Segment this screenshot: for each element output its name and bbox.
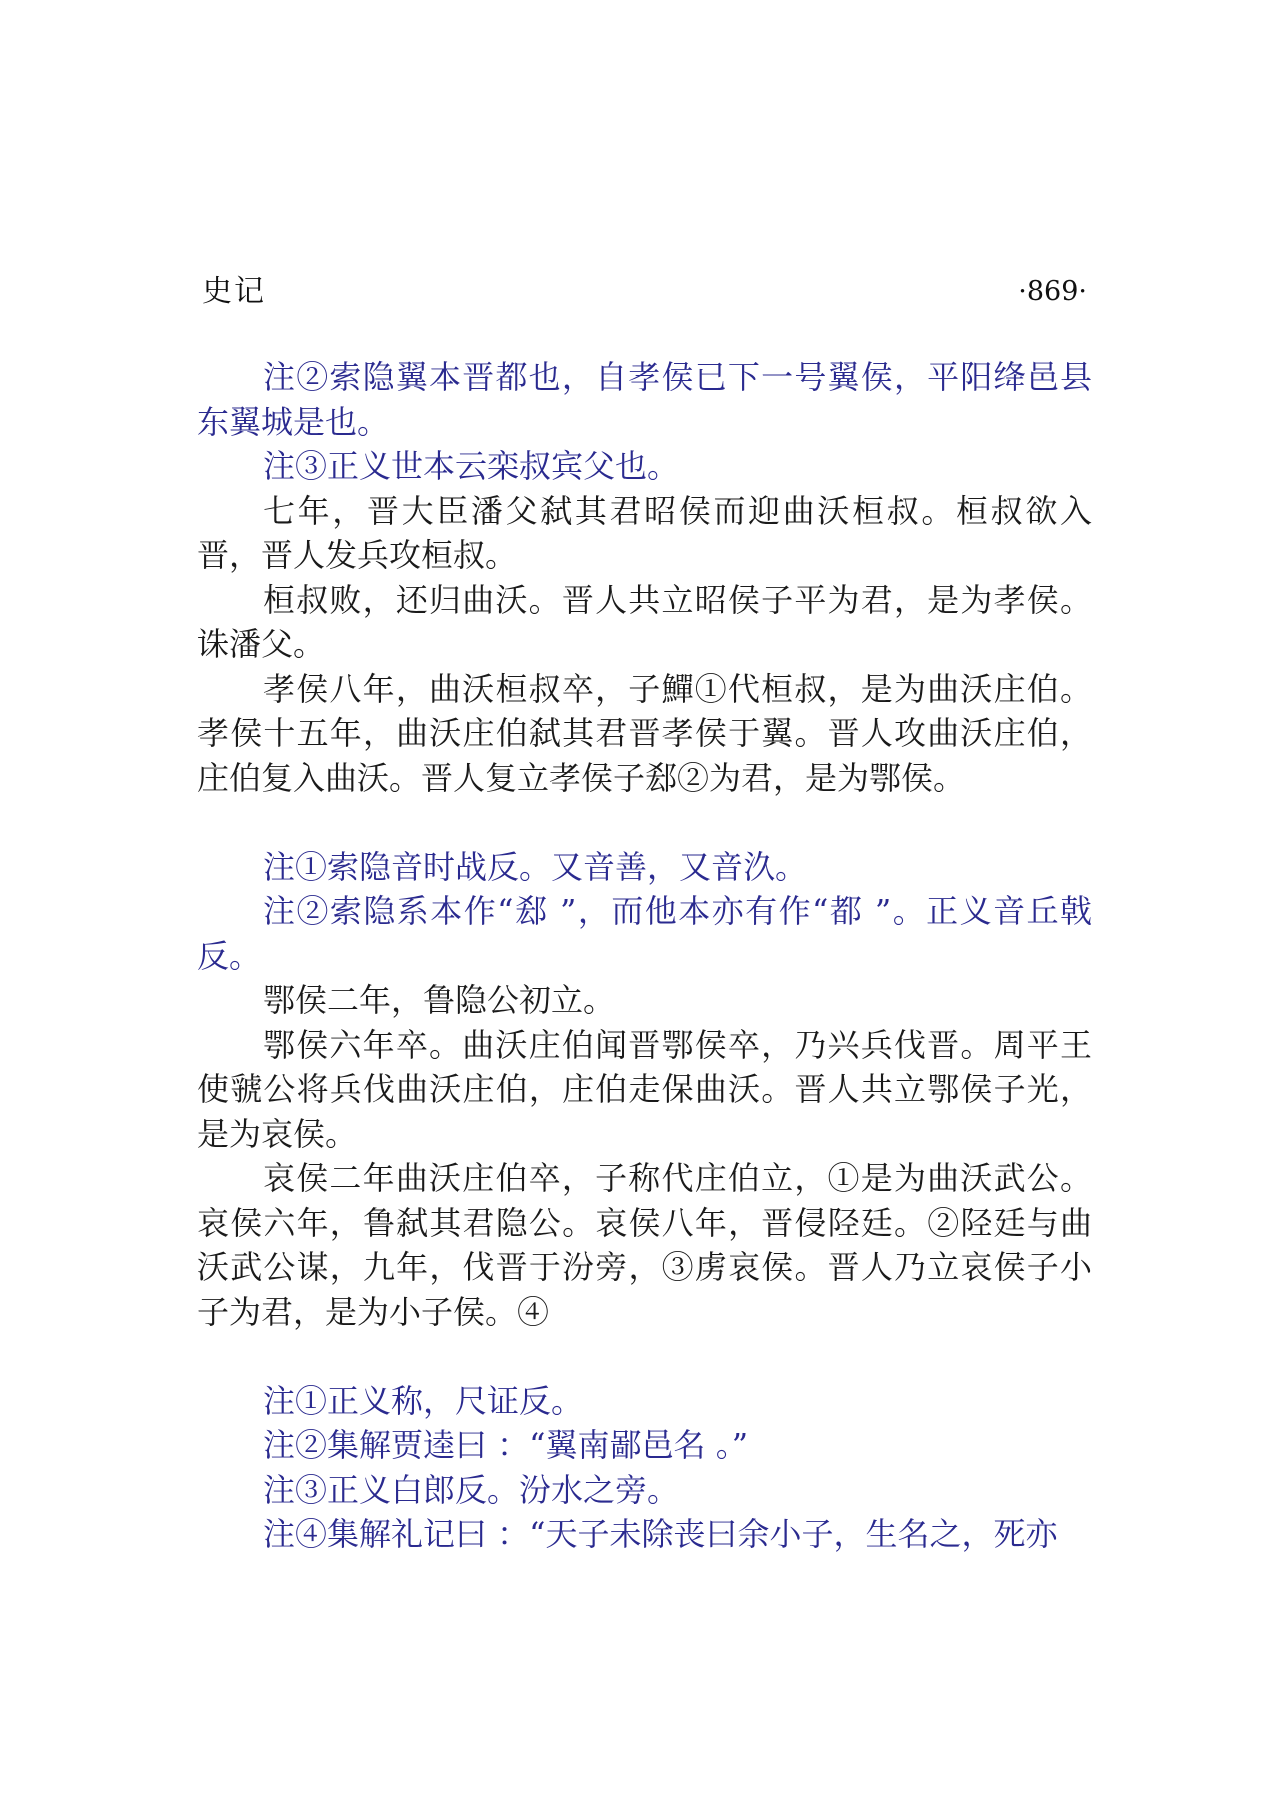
annotation-paragraph: 注②索隐翼本晋都也，自孝侯已下一号翼侯，平阳绛邑县东翼城是也。 — [197, 358, 1092, 441]
body-paragraph: 鄂侯六年卒。曲沃庄伯闻晋鄂侯卒，乃兴兵伐晋。周平王使虢公将兵伐曲沃庄伯，庄伯走保曲沃。晋人共立鄂侯子光，是为哀侯。 — [197, 1025, 1092, 1153]
paragraph-gap — [197, 1334, 1092, 1379]
annotation-paragraph: 注②索隐系本作“郄 ”，而他本亦有作“都 ”。正义音丘戟反。 — [197, 892, 1092, 975]
body-paragraph: 哀侯二年曲沃庄伯卒，子称代庄伯立，①是为曲沃武公。哀侯六年，鲁弑其君隐公。哀侯八年，晋侵陉廷。②陉廷与曲沃武公谋，九年，伐晋于汾旁，③虏哀侯。晋人乃立哀侯子小子为君，是为小子侯。④ — [197, 1159, 1092, 1331]
body-paragraph: 孝侯八年，曲沃桓叔卒，子鱓①代桓叔，是为曲沃庄伯。孝侯十五年，曲沃庄伯弑其君晋孝侯于翼。晋人攻曲沃庄伯，庄伯复入曲沃。晋人复立孝侯子郄②为君，是为鄂侯。 — [197, 669, 1092, 797]
annotation-paragraph: 注③正义世本云栾叔宾父也。 — [263, 447, 680, 485]
page-number: ·869· — [1018, 276, 1087, 307]
annotation-paragraph: 注①正义称，尺证反。 — [263, 1381, 584, 1420]
body-paragraph: 桓叔败，还归曲沃。晋人共立昭侯子平为君，是为孝侯。诛潘父。 — [197, 580, 1092, 663]
body-paragraph: 七年，晋大臣潘父弑其君昭侯而迎曲沃桓叔。桓叔欲入晋，晋人发兵攻桓叔。 — [197, 491, 1092, 574]
book-title: 史记 — [202, 274, 266, 309]
page-body — [197, 355, 1092, 1557]
body-paragraph: 鄂侯二年，鲁隐公初立。 — [263, 981, 616, 1019]
paragraph-gap — [197, 800, 1092, 845]
annotation-paragraph: 注①索隐音时战反。又音善，又音汣。 — [263, 847, 808, 886]
annotation-paragraph: 注②集解贾逵曰 ：“翼南鄙邑名 。” — [263, 1426, 749, 1464]
annotation-paragraph: 注④集解礼记曰 ：“天子未除丧曰余小子，生名之，死亦 — [263, 1515, 1058, 1553]
annotation-paragraph: 注③正义白郎反。汾水之旁。 — [263, 1470, 680, 1509]
page-header — [202, 272, 1087, 312]
